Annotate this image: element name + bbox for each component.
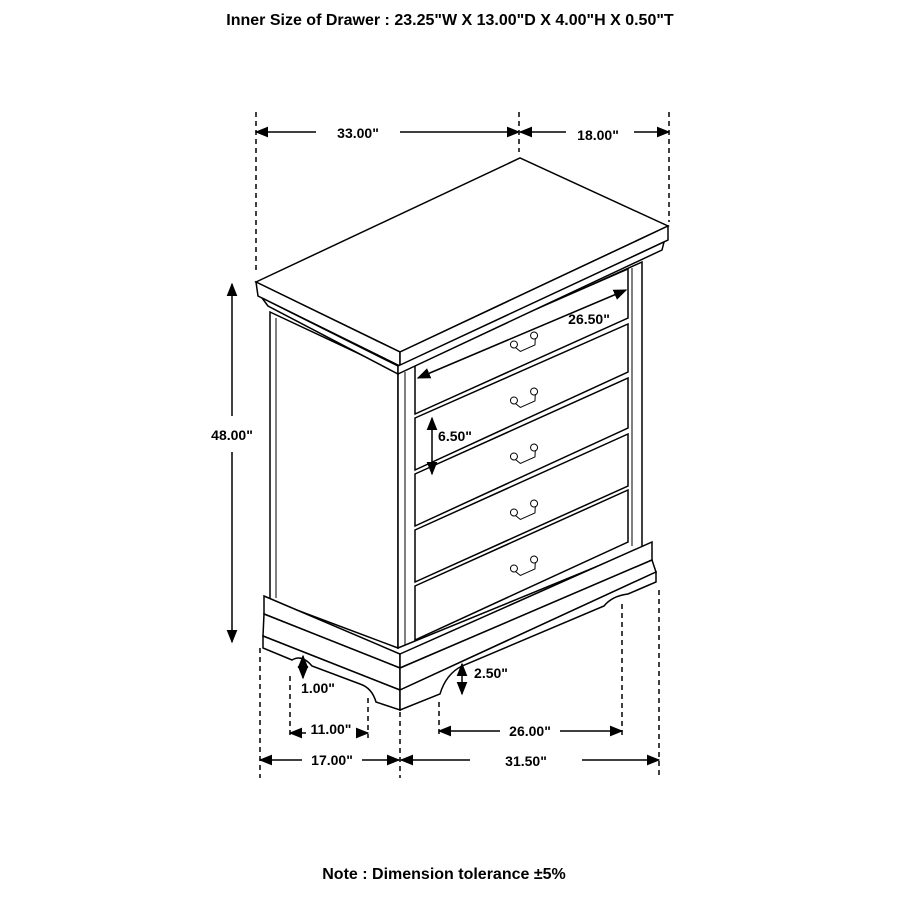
side-leg-span-label: 11.00" [310, 721, 352, 737]
dimension-tolerance-note: Note : Dimension tolerance ±5% [322, 866, 566, 883]
top-depth-label: 18.00" [577, 127, 619, 143]
front-leg-span-label: 26.00" [509, 723, 551, 739]
drawer-inner-size-title: Inner Size of Drawer : 23.25"W X 13.00"D X 4.00"H X 0.50"T [226, 12, 674, 29]
base-depth-label: 17.00" [311, 752, 353, 768]
base-width-label: 31.50" [505, 753, 547, 769]
drawer-height-label: 6.50" [438, 428, 472, 444]
front-leg-height-label: 2.50" [474, 665, 508, 681]
drawer-width-label: 26.50" [568, 311, 610, 327]
side-leg-height-label: 1.00" [301, 680, 335, 696]
top-width-label: 33.00" [337, 125, 379, 141]
height-label: 48.00" [211, 427, 253, 443]
